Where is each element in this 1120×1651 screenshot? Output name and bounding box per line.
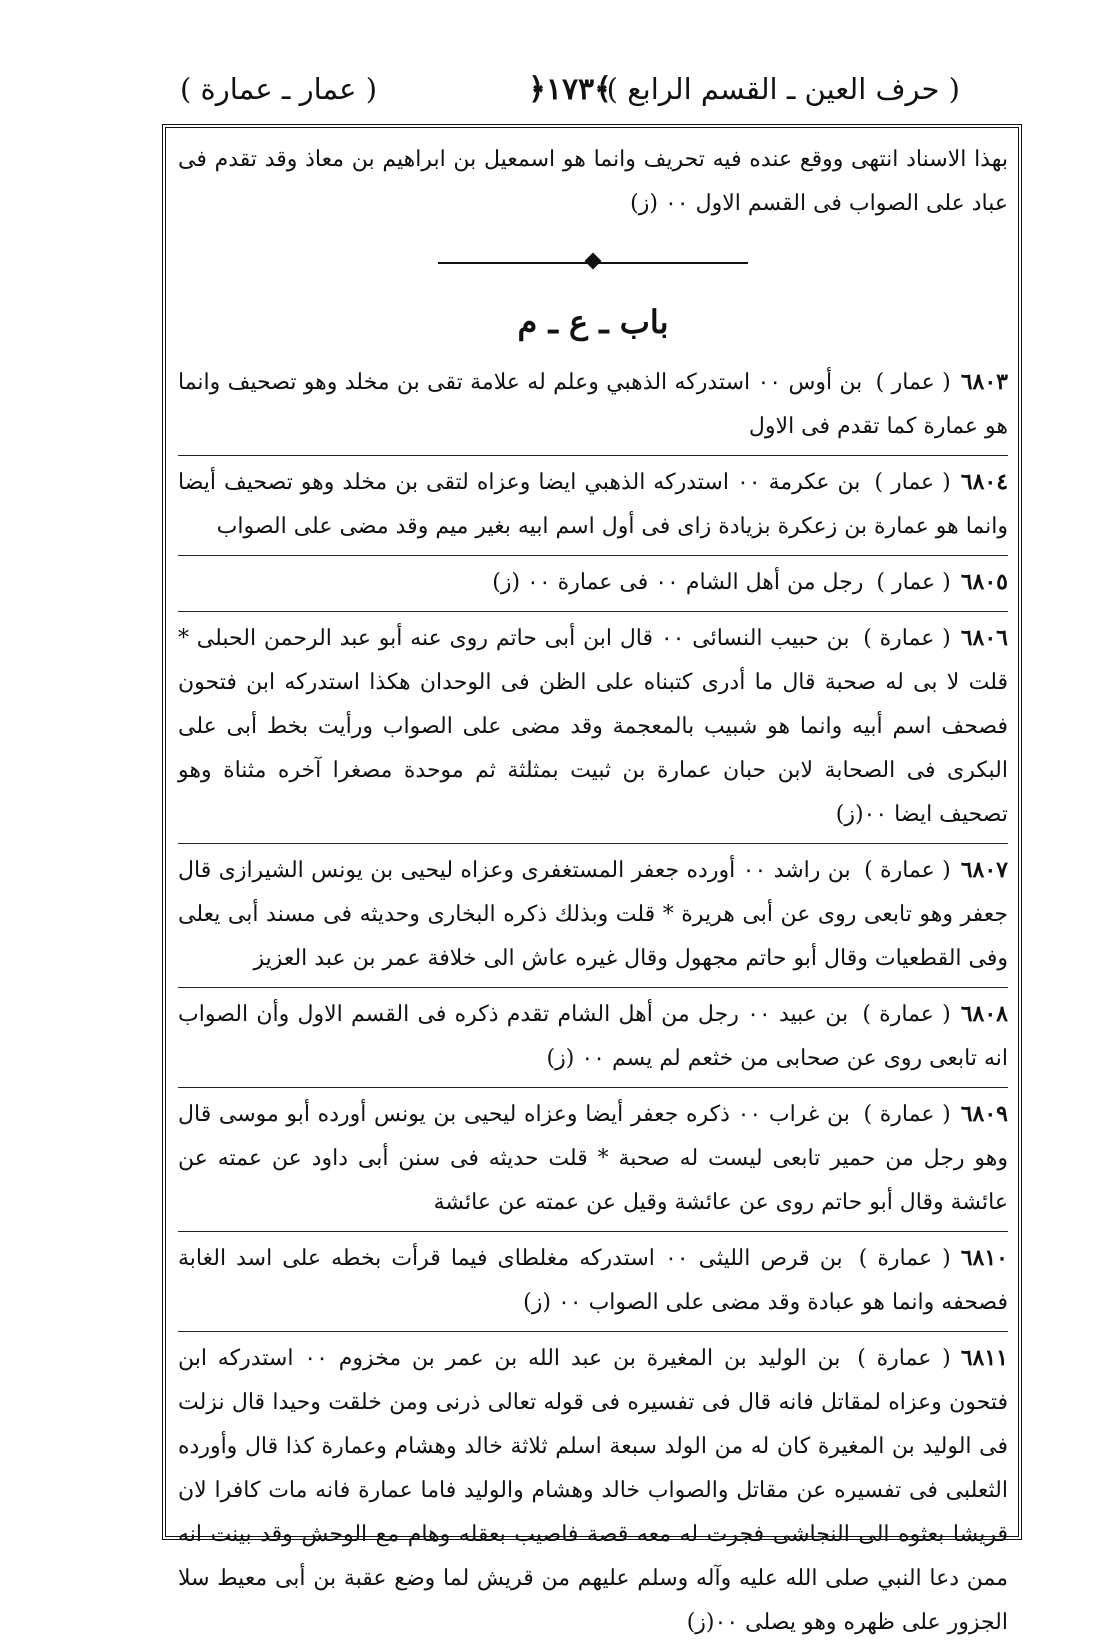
- entry-text: بن قرص الليثى ٠٠ استدركه مغلطاى فيما قرأت بخطه على اسد الغابة فصحفه وانما هو عبادة وقد مضى على الصواب ٠٠ (ز): [178, 1246, 1008, 1315]
- entry-paragraph: [178, 1332, 1008, 1651]
- entries-list: [178, 356, 1008, 1651]
- page-header: [180, 72, 960, 124]
- entry-name: ( عمارة ): [858, 1246, 951, 1271]
- entry-number: ٦٨١٠: [960, 1245, 1008, 1271]
- entry-text: بن غراب ٠٠ ذكره جعفر أيضا وعزاه ليحيى بن يونس أورده أبو موسى قال وهو رجل من حمير تابعى ليست له صحبة * قلت حديثه فى سنن أبى داود عن عمته عن عائشة وقال أبو حاتم روى عن عائشة وقيل عن عمته عن عائشة: [178, 1102, 1008, 1215]
- entry-number: ٦٨٠٧: [960, 857, 1008, 883]
- entry-number: ٦٨٠٣: [960, 369, 1008, 395]
- entry-name: ( عمارة ): [863, 1102, 951, 1127]
- entry-name: ( عمار ): [874, 470, 951, 495]
- entry-text: بن الوليد بن المغيرة بن عبد الله بن عمر بن مخزوم ٠٠ استدركه ابن فتحون وعزاه لمقاتل فانه قال فى تفسيره فى قوله تعالى ذرنى ومن خلقت وحيدا قال نزلت فى الوليد بن المغيرة كان له من الولد سبعة اسلم ثلاثة خالد وهشام وعمارة كذا قال وأورده الثعلبى فى تفسيره عن مقاتل والصواب خالد وهشام والوليد فاما عمارة فانه مات كافرا لان قريشا بعثوه الى النجاشى فجرت له معه قصة فاصيب بعقله وهام مع الوحش وقد بينت انه ممن دعا النبي صلى الله عليه وآله وسلم عليهم من قريش لما وضع عقبة بن أبى معيط سلا الجزور على ظهره وهو يصلى ٠٠(ز): [178, 1346, 1008, 1635]
- entry-number: ٦٨١١: [960, 1345, 1008, 1371]
- entry-name: ( عمارة ): [863, 626, 951, 651]
- entry-name: ( عمار ): [875, 370, 951, 395]
- entry-paragraph: [178, 988, 1008, 1088]
- entry-paragraph: [178, 356, 1008, 456]
- section-divider: [178, 236, 1008, 288]
- entry-number: ٦٨٠٤: [960, 469, 1009, 495]
- entry-paragraph: [178, 844, 1008, 988]
- page-topic-title: ( عمار ـ عمارة ): [180, 72, 378, 106]
- entry-name: ( عمارة ): [864, 858, 951, 883]
- section-heading: باب ـ ع ـ م: [517, 303, 669, 341]
- entry-text: رجل من أهل الشام ٠٠ فى عمارة ٠٠ (ز): [492, 570, 871, 595]
- entry-name: ( عمارة ): [857, 1346, 951, 1371]
- entry-text: بن حبيب النسائى ٠٠ قال ابن أبى حاتم روى عنه أبو عبد الرحمن الحبلى * قلت لا بى له صحبة قال ما أدرى كتبناه على الظن فى الوحدان هكذا استدركه ابن فتحون فصحف اسم أبيه وانما هو شبيب بالمعجمة وقد مضى على الصواب ورأيت بخط أبى على البكرى فى الصحابة لابن حبان عمارة بن ثبيت بمثلثة ثم موحدة مصغرا آخره مثناة وهو تصحيف ايضا ٠٠(ز): [178, 626, 1009, 827]
- entry-name: ( عمار ): [876, 570, 951, 595]
- page-content: [178, 138, 1008, 1651]
- divider-diamond-icon: [585, 253, 602, 270]
- entry-name: ( عمارة ): [862, 1002, 951, 1027]
- entry-paragraph: [178, 1232, 1008, 1332]
- entry-paragraph: [178, 556, 1008, 612]
- entry-number: ٦٨٠٩: [960, 1101, 1008, 1127]
- entry-number: ٦٨٠٥: [960, 569, 1008, 595]
- chapter-title: ( حرف العين ـ القسم الرابع ): [606, 72, 960, 106]
- entry-number: ٦٨٠٨: [960, 1001, 1008, 1027]
- entry-number: ٦٨٠٦: [960, 625, 1008, 651]
- page-number: ﴿١٧٣﴾: [528, 72, 612, 107]
- entry-paragraph: [178, 456, 1008, 556]
- entry-text: بن عبيد ٠٠ رجل من أهل الشام تقدم ذكره فى القسم الاول وأن الصواب انه تابعى روى عن صحابى من خثعم لم يسم ٠٠ (ز): [178, 1002, 1008, 1071]
- entry-text: بن عكرمة ٠٠ استدركه الذهبي ايضا وعزاه لتقى بن مخلد وهو تصحيف أيضا وانما هو عمارة بن زعكرة بزيادة زاى فى أول اسم ابيه بغير ميم وقد مضى على الصواب: [178, 470, 1008, 539]
- entry-text: بن راشد ٠٠ أورده جعفر المستغفرى وعزاه ليحيى بن يونس الشيرازى قال جعفر وهو تابعى روى عن أبى هريرة * قلت وبذلك ذكره البخارى وحديثه فى مسند أبى يعلى وفى القطعيات وقال أبو حاتم مجهول وقال غيره عاش الى خلافة عمر بن عبد العزيز: [178, 858, 1008, 971]
- entry-paragraph: [178, 1088, 1008, 1232]
- entry-text: بن أوس ٠٠ استدركه الذهبي وعلم له علامة تقى بن مخلد وهو تصحيف وانما هو عمارة كما تقدم فى الاول: [178, 370, 1008, 439]
- intro-paragraph: بهذا الاسناد انتهى ووقع عنده فيه تحريف وانما هو اسمعيل بن ابراهيم بن معاذ وقد تقدم فى عباد على الصواب فى القسم الاول ٠٠ (ز): [178, 147, 1008, 216]
- entry-paragraph: [178, 612, 1008, 844]
